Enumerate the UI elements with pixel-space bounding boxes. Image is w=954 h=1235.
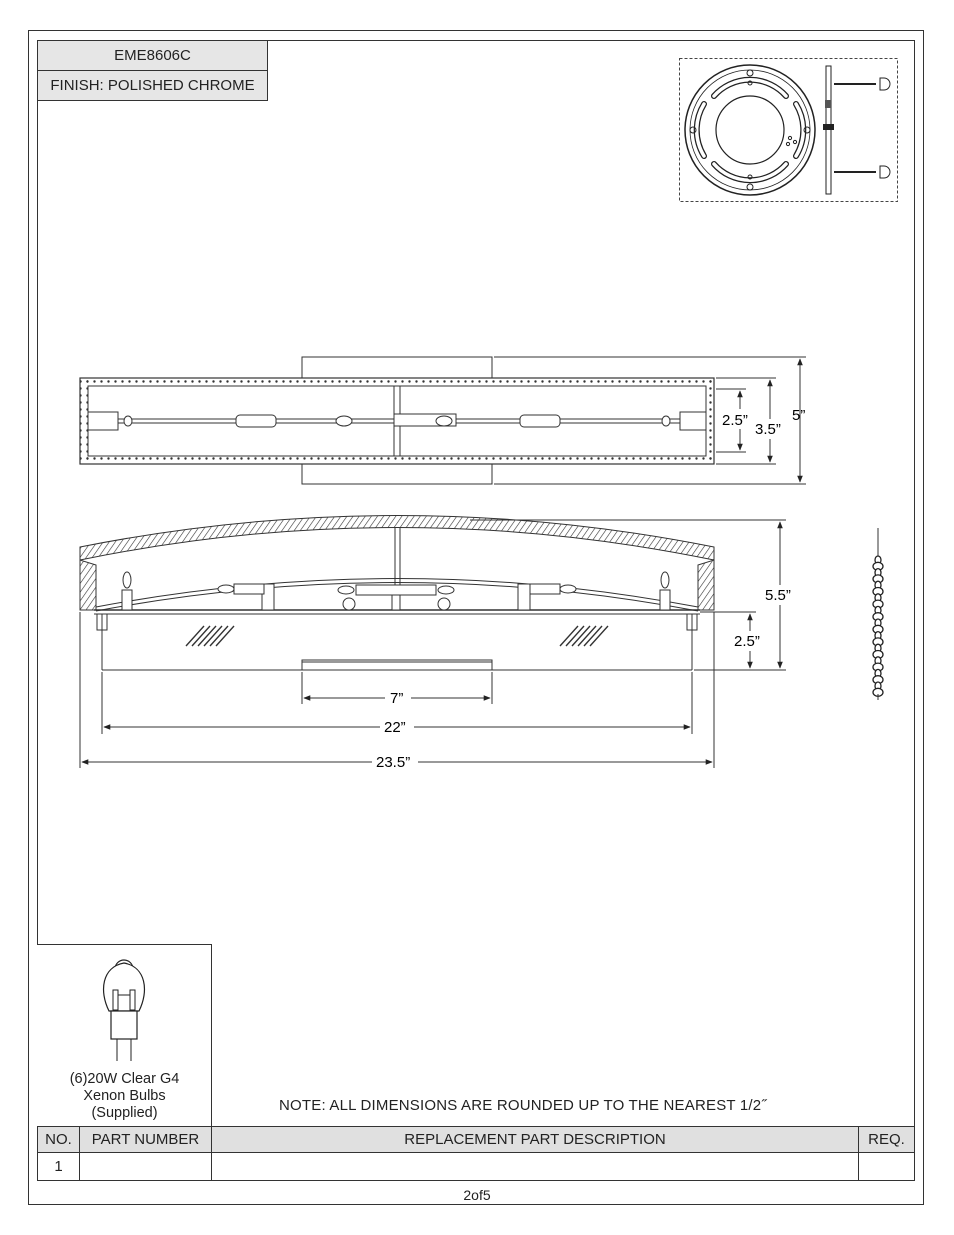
- side-view: [80, 516, 714, 671]
- finish-label: FINISH: POLISHED CHROME: [37, 70, 268, 101]
- dim-23-5-width: 23.5”: [376, 754, 411, 771]
- row-1-description: [211, 1152, 859, 1181]
- dim-22-width: 22”: [384, 719, 406, 736]
- bulb-description: [37, 1071, 212, 1122]
- model-number: EME8606C: [37, 40, 268, 71]
- bulb-line-3: (Supplied): [91, 1105, 158, 1121]
- chain-icon: [873, 528, 883, 700]
- dim-3-5-top: 3.5”: [755, 421, 781, 438]
- dim-2-5-top: 2.5”: [722, 412, 748, 429]
- top-view: [80, 357, 714, 484]
- glass-reflection-left-icon: [186, 626, 234, 646]
- dim-7-width: 7”: [390, 690, 404, 707]
- header-req: REQ.: [858, 1126, 915, 1153]
- header-description: REPLACEMENT PART DESCRIPTION: [211, 1126, 859, 1153]
- xenon-bulb-icon: [97, 957, 157, 1067]
- dim-5-top: 5”: [792, 407, 806, 424]
- row-1-no: 1: [37, 1152, 80, 1181]
- row-1-req: [858, 1152, 915, 1181]
- glass-reflection-right-icon: [560, 626, 608, 646]
- dim-5-5-side: 5.5”: [765, 587, 791, 604]
- row-1-part-number: [79, 1152, 212, 1181]
- bulb-line-1: (6)20W Clear G4: [69, 1071, 180, 1087]
- page-number: 2of5: [463, 1187, 491, 1203]
- dim-2-5-side: 2.5”: [734, 633, 760, 650]
- header-part-number: PART NUMBER: [79, 1126, 212, 1153]
- bulb-line-2: Xenon Bulbs: [83, 1088, 166, 1104]
- bulb-box: [37, 944, 212, 1126]
- header-no: NO.: [37, 1126, 80, 1153]
- side-view-dimensions: [80, 520, 798, 771]
- dimension-note: NOTE: ALL DIMENSIONS ARE ROUNDED UP TO THE NEAREST 1/2˝: [279, 1097, 767, 1114]
